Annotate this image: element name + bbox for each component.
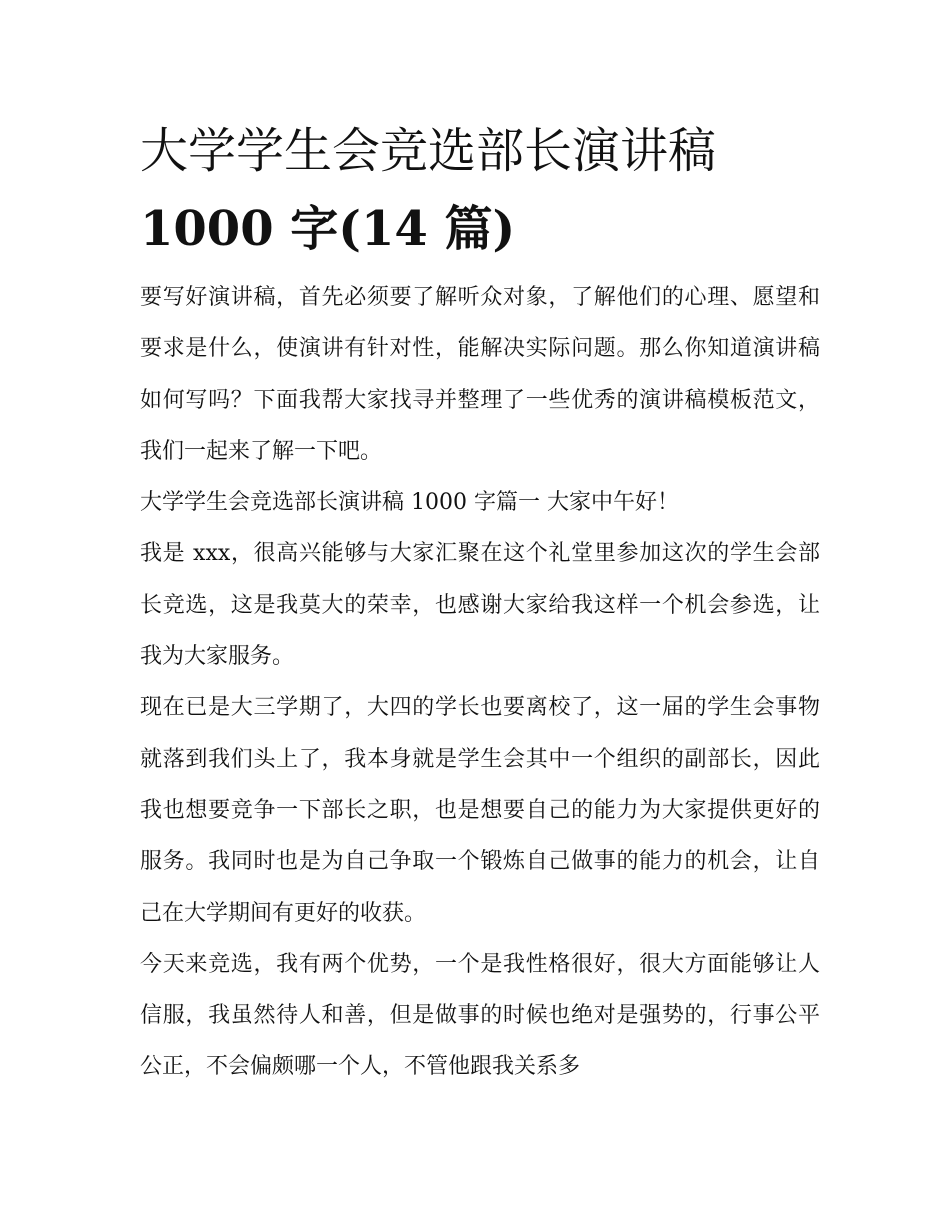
title-line-2: 1000 字(14 篇) <box>140 201 516 257</box>
body-paragraph: 我是 xxx，很高兴能够与大家汇聚在这个礼堂里参加这次的学生会部长竞选，这是我莫大的荣幸，也感谢大家给我这样一个机会参选，让我为大家服务。 <box>140 541 820 670</box>
body-paragraph: 今天来竞选，我有两个优势，一个是我性格很好，很大方面能够让人信服，我虽然待人和善，但是做事的时候也绝对是强势的，行事公平公正，不会偏颇哪一个人，不管他跟我关系多 <box>140 951 820 1080</box>
intro-paragraph: 要写好演讲稿，首先必须要了解听众对象，了解他们的心理、愿望和要求是什么，使演讲有针对性，能解决实际问题。那么你知道演讲稿如何写吗？下面我帮大家找寻并整理了一些优秀的演讲稿模板范文，我们一起来了解一下吧。 <box>140 285 820 464</box>
section-heading-paragraph: 大学学生会竞选部长演讲稿 1000 字篇一 大家中午好！ <box>140 490 679 516</box>
document-title <box>140 112 820 268</box>
document-body <box>140 112 820 1093</box>
title-line-1: 大学学生会竞选部长演讲稿 <box>140 123 717 179</box>
body-paragraph: 现在已是大三学期了，大四的学长也要离校了，这一届的学生会事物就落到我们头上了，我本身就是学生会其中一个组织的副部长，因此我也想要竞争一下部长之职，也是想要自己的能力为大家提供更好的服务。我同时也是为自己争取一个锻炼自己做事的能力的机会，让自己在大学期间有更好的收获。 <box>140 695 820 926</box>
